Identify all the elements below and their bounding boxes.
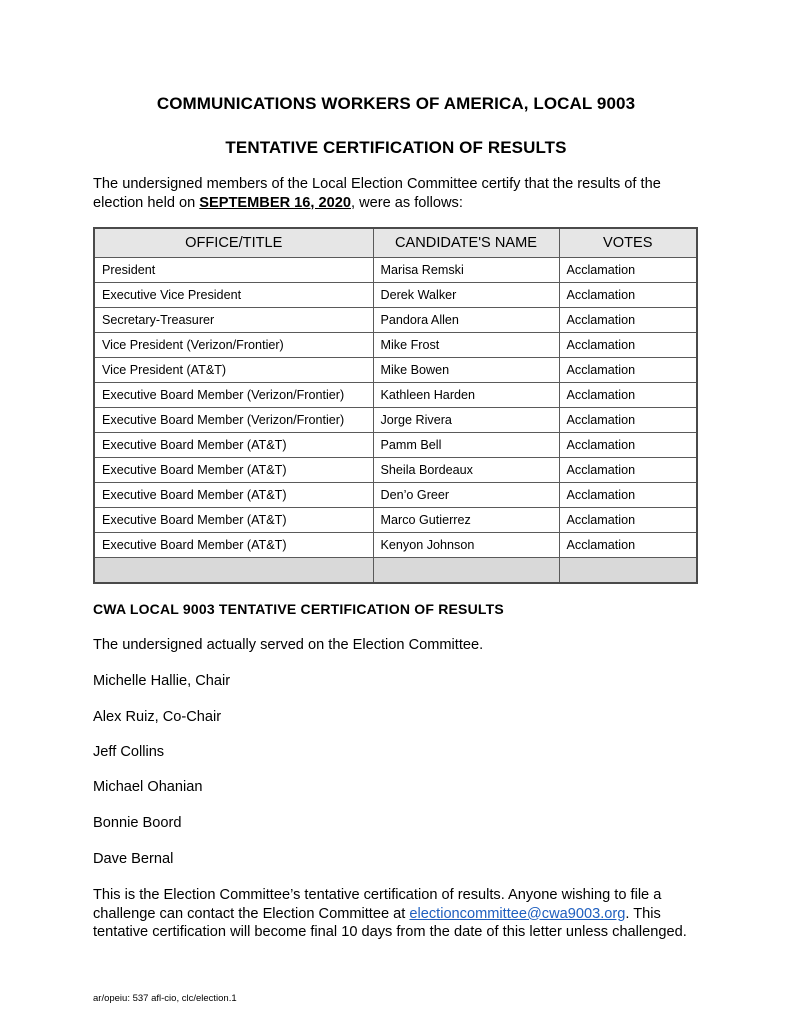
table-row [94, 308, 697, 333]
votes-cell: Acclamation [559, 483, 697, 508]
candidate-cell: Derek Walker [373, 283, 559, 308]
closing-text-before: This is the Election Committee’s tentative certification of results. Anyone wishing to file a challenge can contact the Election Committee at [93, 887, 662, 922]
candidate-cell: Mike Bowen [373, 358, 559, 383]
table-header-row [94, 228, 697, 258]
table-row [94, 433, 697, 458]
certification-heading: CWA LOCAL 9003 TENTATIVE CERTIFICATION OF RESULTS [93, 601, 504, 617]
committee-member: Michael Ohanian [93, 779, 203, 795]
votes-cell: Acclamation [559, 308, 697, 333]
table-row [94, 533, 697, 558]
office-cell: Executive Board Member (AT&T) [94, 458, 373, 483]
office-cell: Executive Board Member (AT&T) [94, 483, 373, 508]
votes-cell: Acclamation [559, 408, 697, 433]
committee-member: Dave Bernal [93, 851, 174, 867]
intro-paragraph [93, 175, 713, 212]
table-row [94, 483, 697, 508]
candidate-cell: Jorge Rivera [373, 408, 559, 433]
closing-paragraph [93, 886, 713, 942]
votes-cell: Acclamation [559, 458, 697, 483]
served-statement: The undersigned actually served on the Election Committee. [93, 637, 484, 653]
office-cell: Executive Board Member (Verizon/Frontier) [94, 408, 373, 433]
empty-cell [94, 558, 373, 584]
candidate-cell: Mike Frost [373, 333, 559, 358]
email-link[interactable]: electioncommittee@cwa9003.org [409, 905, 626, 922]
candidate-cell: Kenyon Johnson [373, 533, 559, 558]
office-cell: Executive Vice President [94, 283, 373, 308]
votes-cell: Acclamation [559, 333, 697, 358]
votes-cell: Acclamation [559, 433, 697, 458]
table-row [94, 408, 697, 433]
table-row [94, 283, 697, 308]
candidate-cell: Sheila Bordeaux [373, 458, 559, 483]
column-header-votes: VOTES [559, 228, 697, 258]
office-cell: Vice President (Verizon/Frontier) [94, 333, 373, 358]
intro-text-before: The undersigned members of the Local Election Committee certify that the results of the election held on [93, 176, 661, 211]
votes-cell: Acclamation [559, 283, 697, 308]
candidate-cell: Marco Gutierrez [373, 508, 559, 533]
intro-text-after: , were as follows: [350, 194, 463, 211]
office-cell: Secretary-Treasurer [94, 308, 373, 333]
candidate-cell: Marisa Remski [373, 258, 559, 283]
votes-cell: Acclamation [559, 258, 697, 283]
office-cell: Vice President (AT&T) [94, 358, 373, 383]
candidate-cell: Den’o Greer [373, 483, 559, 508]
election-date: SEPTEMBER 16, 2020 [199, 194, 351, 211]
committee-member: Michelle Hallie, Chair [93, 673, 231, 689]
votes-cell: Acclamation [559, 383, 697, 408]
committee-member: Bonnie Boord [93, 815, 182, 831]
candidate-cell: Kathleen Harden [373, 383, 559, 408]
empty-cell [373, 558, 559, 584]
org-title: COMMUNICATIONS WORKERS OF AMERICA, LOCAL 9003 [156, 94, 636, 113]
doc-title: TENTATIVE CERTIFICATION OF RESULTS [225, 138, 567, 157]
column-header-office: OFFICE/TITLE [94, 228, 373, 258]
empty-cell [559, 558, 697, 584]
candidate-cell: Pamm Bell [373, 433, 559, 458]
table-row [94, 508, 697, 533]
candidate-cell: Pandora Allen [373, 308, 559, 333]
table-row [94, 333, 697, 358]
committee-member: Jeff Collins [93, 744, 165, 760]
committee-member: Alex Ruiz, Co-Chair [93, 709, 222, 725]
votes-cell: Acclamation [559, 508, 697, 533]
office-cell: Executive Board Member (AT&T) [94, 433, 373, 458]
results-table [93, 227, 698, 584]
office-cell: President [94, 258, 373, 283]
votes-cell: Acclamation [559, 533, 697, 558]
votes-cell: Acclamation [559, 358, 697, 383]
office-cell: Executive Board Member (AT&T) [94, 533, 373, 558]
table-row [94, 358, 697, 383]
office-cell: Executive Board Member (AT&T) [94, 508, 373, 533]
table-empty-row [94, 558, 697, 584]
footer-code: ar/opeiu: 537 afl-cio, clc/election.1 [93, 993, 237, 1004]
table-row [94, 383, 697, 408]
office-cell: Executive Board Member (Verizon/Frontier) [94, 383, 373, 408]
table-row [94, 258, 697, 283]
column-header-candidate: CANDIDATE'S NAME [373, 228, 559, 258]
table-row [94, 458, 697, 483]
closing-text-after: . This tentative certification will become final 10 days from the date of this letter unless challenged. [93, 905, 687, 940]
